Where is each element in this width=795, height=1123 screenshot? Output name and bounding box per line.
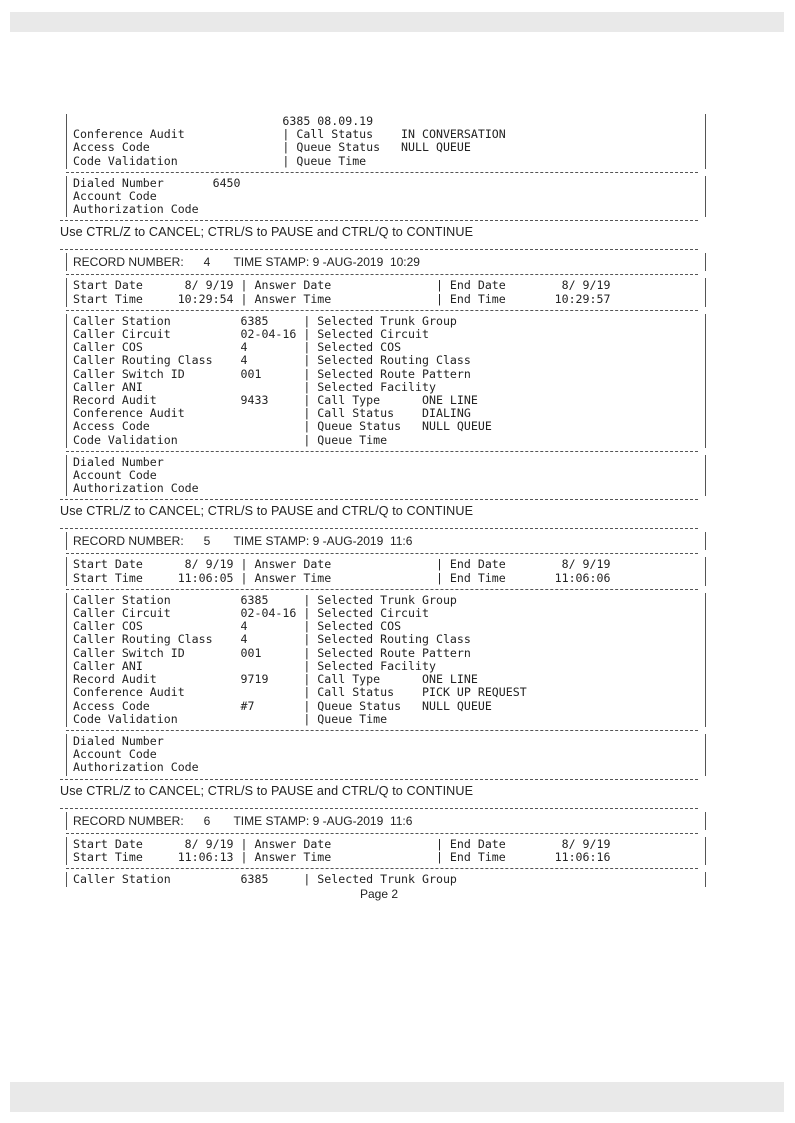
fragment-line: Code Validation | Queue Time xyxy=(73,153,367,168)
record-header xyxy=(66,253,706,271)
record-number-timestamp: RECORD NUMBER: 5 TIME STAMP: 9 -AUG-2019 11:6 xyxy=(73,534,413,549)
fragment-line: 6385 08.09.19 xyxy=(73,114,374,128)
record-footer xyxy=(66,455,706,497)
dashed-rule xyxy=(66,589,698,590)
cancel-instruction: Use CTRL/Z to CANCEL; CTRL/S to PAUSE and CTRL/Q to CONTINUE xyxy=(60,504,474,519)
record-line: Caller Station 6385 | Selected Trunk Group xyxy=(73,592,457,607)
record-header xyxy=(66,532,706,550)
record-line: Caller Circuit 02-04-16 | Selected Circuit xyxy=(73,327,429,342)
record-times xyxy=(66,837,706,865)
dashed-rule xyxy=(60,528,698,529)
account-code-line: Account Code xyxy=(73,468,157,483)
dashed-rule xyxy=(60,249,698,250)
start-time-line: Start Time 11:06:05 | Answer Time | End Time 11:06:06 xyxy=(73,570,611,585)
dashed-rule xyxy=(66,868,698,869)
dashed-rule xyxy=(66,730,698,731)
authorization-code-line: Authorization Code xyxy=(73,760,199,775)
start-date-line: Start Date 8/ 9/19 | Answer Date | End Date 8/ 9/19 xyxy=(73,836,611,851)
record-number-timestamp: RECORD NUMBER: 4 TIME STAMP: 9 -AUG-2019 10:29 xyxy=(73,255,420,270)
dashed-rule xyxy=(60,779,698,780)
record-line: Caller ANI | Selected Facility xyxy=(73,658,436,673)
account-code-line: Account Code xyxy=(73,189,157,204)
dashed-rule xyxy=(66,274,698,275)
record-line: Caller Station 6385 | Selected Trunk Group xyxy=(73,313,457,328)
scan-bottom-band xyxy=(10,1082,784,1112)
record-line: Caller Circuit 02-04-16 | Selected Circuit xyxy=(73,606,429,621)
dashed-rule xyxy=(66,833,698,834)
authorization-code-line: Authorization Code xyxy=(73,481,199,496)
dialed-number-line: Dialed Number xyxy=(73,454,164,469)
call-record xyxy=(60,808,710,888)
record-line: Caller ANI | Selected Facility xyxy=(73,379,436,394)
dashed-rule xyxy=(60,808,698,809)
call-record xyxy=(60,249,710,518)
cancel-instruction: Use CTRL/Z to CANCEL; CTRL/S to PAUSE and CTRL/Q to CONTINUE xyxy=(60,225,474,240)
record-fragment-footer xyxy=(66,176,706,218)
record-line: Record Audit 9719 | Call Type ONE LINE xyxy=(73,672,478,687)
scan-top-band xyxy=(10,12,784,32)
record-line: Conference Audit | Call Status DIALING xyxy=(73,406,471,421)
record-line: Record Audit 9433 | Call Type ONE LINE xyxy=(73,393,478,408)
record-line: Caller Switch ID 001 | Selected Route Pattern xyxy=(73,366,471,381)
record-body xyxy=(66,314,706,448)
record-fragment-top xyxy=(66,114,706,169)
record-line: Caller Routing Class 4 | Selected Routing Class xyxy=(73,632,471,647)
record-body xyxy=(66,872,706,887)
start-date-line: Start Date 8/ 9/19 | Answer Date | End Date 8/ 9/19 xyxy=(73,557,611,572)
start-date-line: Start Date 8/ 9/19 | Answer Date | End Date 8/ 9/19 xyxy=(73,278,611,293)
dashed-rule xyxy=(66,553,698,554)
record-times xyxy=(66,557,706,585)
cancel-instruction: Use CTRL/Z to CANCEL; CTRL/S to PAUSE and CTRL/Q to CONTINUE xyxy=(60,783,474,798)
record-line: Caller COS 4 | Selected COS xyxy=(73,340,402,355)
fragment-line: Conference Audit | Call Status IN CONVERSATION xyxy=(73,127,506,142)
dashed-rule xyxy=(66,451,698,452)
printout-page xyxy=(60,114,710,901)
start-time-line: Start Time 11:06:13 | Answer Time | End Time 11:06:16 xyxy=(73,849,611,864)
record-number-timestamp: RECORD NUMBER: 6 TIME STAMP: 9 -AUG-2019 11:6 xyxy=(73,813,413,828)
dashed-rule xyxy=(66,310,698,311)
record-line: Caller Routing Class 4 | Selected Routing Class xyxy=(73,353,471,368)
dialed-number-line: Dialed Number xyxy=(73,733,164,748)
call-record xyxy=(60,528,710,797)
record-line: Code Validation | Queue Time xyxy=(73,711,388,726)
record-line: Caller Switch ID 001 | Selected Route Pattern xyxy=(73,645,471,660)
dashed-rule xyxy=(60,499,698,500)
record-line: Conference Audit | Call Status PICK UP REQUEST xyxy=(73,685,527,700)
record-body xyxy=(66,593,706,727)
dashed-rule xyxy=(66,172,698,173)
record-line: Access Code #7 | Queue Status NULL QUEUE xyxy=(73,698,492,713)
record-line: Caller COS 4 | Selected COS xyxy=(73,619,402,634)
record-footer xyxy=(66,734,706,776)
record-times xyxy=(66,278,706,306)
dashed-rule xyxy=(60,220,698,221)
page-number: Page 2 xyxy=(360,887,399,902)
record-line: Caller Station 6385 | Selected Trunk Group xyxy=(73,871,457,886)
record-line: Access Code | Queue Status NULL QUEUE xyxy=(73,419,492,434)
fragment-line: Access Code | Queue Status NULL QUEUE xyxy=(73,140,471,155)
record-line: Code Validation | Queue Time xyxy=(73,432,388,447)
dialed-number-line: Dialed Number 6450 xyxy=(73,175,241,190)
account-code-line: Account Code xyxy=(73,747,157,762)
record-header xyxy=(66,812,706,830)
start-time-line: Start Time 10:29:54 | Answer Time | End Time 10:29:57 xyxy=(73,291,611,306)
authorization-code-line: Authorization Code xyxy=(73,202,199,217)
